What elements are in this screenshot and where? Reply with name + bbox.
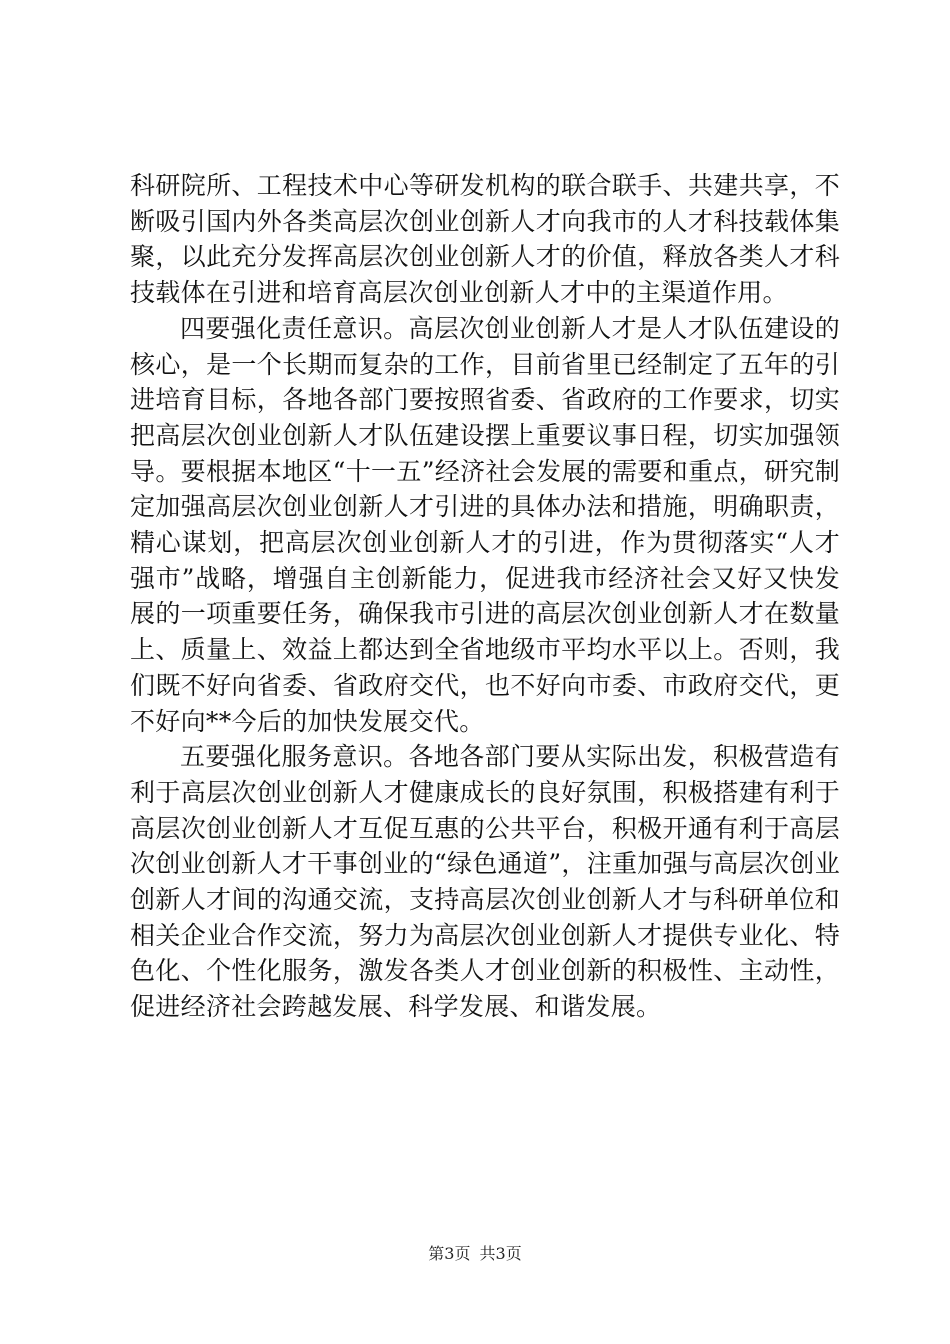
paragraph-responsibility: 四要强化责任意识。高层次创业创新人才是人才队伍建设的核心，是一个长期而复杂的工作，目前省里已经制定了五年的引进培育目标，各地各部门要按照省委、省政府的工作要求，切实把高层次创业创新人才队伍建设摆上重要议事日程，切实加强领导。要根据本地区“十一五”经济社会发展的需要和重点，研究制定加强高层次创业创新人才引进的具体办法和措施，明确职责，精心谋划，把高层次创业创新人才的引进，作为贯彻落实“人才强市”战略，增强自主创新能力，促进我市经济社会又好又快发展的一项重要任务，确保我市引进的高层次创业创新人才在数量上、质量上、效益上都达到全省地级市平均水平以上。否则，我们既不好向省委、省政府交代，也不好向市委、市政府交代，更不好向**今后的加快发展交代。 [130, 313, 840, 736]
paragraph-service: 五要强化服务意识。各地各部门要从实际出发，积极营造有利于高层次创业创新人才健康成长的良好氛围，积极搭建有利于高层次创业创新人才互促互惠的公共平台，积极开通有利于高层次创业创新人才干事创业的“绿色通道”，注重加强与高层次创业创新人才间的沟通交流，支持高层次创业创新人才与科研单位和相关企业合作交流，努力为高层次创业创新人才提供专业化、特色化、个性化服务，激发各类人才创业创新的积极性、主动性，促进经济社会跨越发展、科学发展、和谐发展。 [130, 742, 840, 1022]
document-body [130, 168, 840, 1025]
page-footer [0, 1244, 950, 1264]
page-total: 共3页 [479, 1244, 522, 1263]
paragraph-continued: 科研院所、工程技术中心等研发机构的联合联手、共建共享，不断吸引国内外各类高层次创业创新人才向我市的人才科技载体集聚，以此充分发挥高层次创业创新人才的价值，释放各类人才科技载体在引进和培育高层次创业创新人才中的主渠道作用。 [130, 171, 840, 308]
page-number: 第3页 [428, 1244, 471, 1263]
